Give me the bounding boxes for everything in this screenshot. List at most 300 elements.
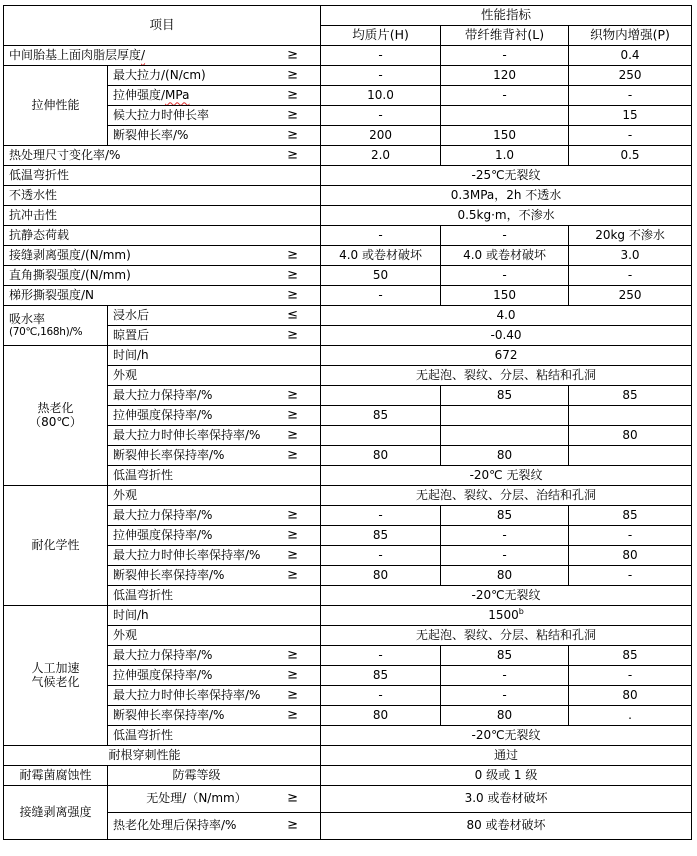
row-label	[4, 266, 321, 286]
spellcheck-marked-text: MPa	[165, 87, 190, 102]
row-label	[108, 506, 321, 526]
greater-equal-symbol: ≥	[287, 447, 299, 463]
value-cell-p	[569, 706, 692, 726]
row-label-text: 抗冲击性	[9, 207, 58, 222]
row-label-text: 候大拉力时伸长率	[113, 107, 210, 122]
value-text: 1500	[488, 607, 519, 622]
value-cell-p	[569, 566, 692, 586]
value-cell-l	[441, 286, 569, 306]
col-header-l: 带纤维背衬(L)	[441, 26, 569, 46]
value-cell-p	[569, 146, 692, 166]
value-text: -	[502, 47, 507, 62]
table-row	[4, 646, 692, 666]
value-cell-l	[441, 666, 569, 686]
value-cell-h	[321, 706, 441, 726]
row-label-text: 接缝剥离强度/(N/mm)	[9, 247, 131, 262]
greater-equal-symbol: ≥	[287, 427, 299, 443]
value-cell-h	[321, 286, 441, 306]
value-text: 80	[372, 447, 389, 462]
row-label-text: 最大拉力时伸长率保持率/%	[113, 427, 261, 442]
table-row	[4, 46, 692, 66]
value-text: -25℃无裂纹	[471, 167, 541, 182]
value-text: 150	[493, 287, 516, 302]
table-row	[4, 426, 692, 446]
table-row	[4, 746, 692, 766]
value-text: 2.0	[370, 147, 391, 162]
row-label-text: 最大拉力/(N/cm)	[113, 67, 206, 82]
row-label	[108, 646, 321, 666]
row-label	[108, 346, 321, 366]
value-text: -	[627, 127, 633, 142]
value-cell-l	[441, 266, 569, 286]
value-cell-span	[321, 766, 692, 786]
table-row	[4, 86, 692, 106]
value-text: 85	[622, 647, 638, 662]
value-text: 20kg 不渗水	[595, 227, 665, 242]
table-row	[4, 726, 692, 746]
row-label	[108, 586, 321, 606]
row-label	[4, 246, 321, 266]
value-text: 85	[622, 507, 638, 522]
row-label-text: 热处理尺寸变化率/%	[9, 147, 121, 162]
value-cell-span	[321, 326, 692, 346]
row-label	[4, 206, 321, 226]
table-row	[4, 146, 692, 166]
value-text: -	[378, 547, 383, 562]
greater-equal-symbol: ≥	[287, 547, 299, 563]
value-cell-l	[441, 146, 569, 166]
row-label-text: 外观	[113, 367, 138, 382]
greater-equal-symbol: ≥	[287, 407, 299, 423]
row-label	[108, 126, 321, 146]
table-row	[4, 566, 692, 586]
greater-equal-symbol: ≥	[287, 647, 299, 663]
value-cell-p	[569, 646, 692, 666]
value-cell-span	[321, 606, 692, 626]
row-label-text: 断裂伸长率保持率/%	[113, 567, 225, 582]
value-cell-span	[321, 486, 692, 506]
row-label-text: 低温弯折性	[113, 727, 174, 742]
table-row	[4, 686, 692, 706]
value-cell-span	[321, 746, 692, 766]
row-label	[108, 326, 321, 346]
row-label	[4, 286, 321, 306]
row-label	[108, 446, 321, 466]
group-label-line: 吸水率	[9, 311, 46, 326]
value-cell-l	[441, 66, 569, 86]
row-group-label	[4, 346, 108, 486]
row-label	[108, 606, 321, 626]
table-row	[4, 506, 692, 526]
value-cell-h	[321, 46, 441, 66]
greater-equal-symbol: ≥	[287, 527, 299, 543]
greater-equal-symbol: ≥	[287, 287, 299, 303]
group-label-line: 气候老化	[31, 674, 80, 689]
row-label-text: 防霉等级	[172, 767, 221, 782]
value-cell-p	[569, 666, 692, 686]
value-cell-l	[441, 126, 569, 146]
value-text: 80	[622, 687, 638, 702]
greater-equal-symbol: ≥	[287, 707, 299, 723]
spellcheck-marked-text: /	[141, 47, 146, 62]
row-label	[108, 786, 321, 813]
group-label-line: 耐霉菌腐蚀性	[19, 767, 92, 782]
value-cell-p	[569, 266, 692, 286]
value-cell-h	[321, 226, 441, 246]
row-label	[4, 146, 321, 166]
value-text: 85	[372, 407, 389, 422]
value-text: 0.5kg·m，不渗水	[457, 207, 555, 222]
value-cell-span	[321, 166, 692, 186]
value-cell-l	[441, 646, 569, 666]
value-text: -	[378, 107, 383, 122]
table-row	[4, 706, 692, 726]
table-row	[4, 66, 692, 86]
greater-equal-symbol: ≥	[287, 817, 299, 833]
value-text: 80	[496, 707, 513, 722]
table-row	[4, 206, 692, 226]
value-cell-span	[321, 346, 692, 366]
row-label	[108, 66, 321, 86]
value-cell-l	[441, 526, 569, 546]
value-text: 250	[618, 287, 642, 302]
row-label	[108, 86, 321, 106]
value-cell-span	[321, 586, 692, 606]
value-text: 85	[496, 507, 513, 522]
row-label-text: 低温弯折性	[113, 467, 174, 482]
value-text: 1.0	[494, 147, 515, 162]
col-header-p: 织物内增强(P)	[569, 26, 692, 46]
value-text: 3.0	[620, 247, 640, 262]
value-text: -	[378, 67, 383, 82]
row-label-text: 拉伸强度保持率/%	[113, 407, 213, 422]
value-text: -	[378, 687, 383, 702]
value-cell-span	[321, 726, 692, 746]
table-row	[4, 466, 692, 486]
value-cell-l	[441, 546, 569, 566]
row-label-text: 最大拉力时伸长率保持率/%	[113, 547, 261, 562]
value-cell-p	[569, 46, 692, 66]
greater-equal-symbol: ≥	[287, 667, 299, 683]
value-cell-span	[321, 626, 692, 646]
value-cell-h	[321, 666, 441, 686]
value-text: 0.3MPa，2h 不透水	[450, 187, 562, 202]
value-cell-p	[569, 126, 692, 146]
row-label-text: 最大拉力时伸长率保持率/%	[113, 687, 261, 702]
row-label-text: 拉伸强度保持率/%	[113, 527, 213, 542]
value-cell-l	[441, 446, 569, 466]
table-row	[4, 546, 692, 566]
greater-equal-symbol: ≥	[287, 687, 299, 703]
value-cell-h	[321, 86, 441, 106]
row-label-text: 不透水性	[9, 187, 58, 202]
value-text: -20℃ 无裂纹	[469, 467, 543, 482]
value-text: 4.0 或卷材破坏	[463, 247, 546, 262]
value-cell-span	[321, 206, 692, 226]
value-cell-h	[321, 246, 441, 266]
value-text: -	[627, 87, 633, 102]
value-cell-h	[321, 526, 441, 546]
row-label	[108, 706, 321, 726]
value-text: 3.0 或卷材破坏	[464, 791, 548, 806]
value-text: -	[378, 647, 383, 662]
group-label-line: 人工加速	[31, 660, 80, 675]
table-row	[4, 166, 692, 186]
row-label-text: 断裂伸长率保持率/%	[113, 447, 225, 462]
row-label-text: 无处理/（N/mm）	[146, 791, 247, 806]
value-cell-l	[441, 426, 569, 446]
value-text: 0.5	[620, 147, 640, 162]
value-cell-p	[569, 546, 692, 566]
value-cell-p	[569, 386, 692, 406]
performance-spec-table	[3, 5, 692, 840]
table-row	[4, 226, 692, 246]
value-cell-h	[321, 686, 441, 706]
value-text: -	[502, 87, 507, 102]
value-text: 85	[622, 387, 638, 402]
group-label-line: （80℃）	[29, 414, 82, 429]
value-cell-l	[441, 246, 569, 266]
value-text: 无起泡、裂纹、分层、粘结和孔洞	[416, 367, 597, 382]
table-row	[4, 346, 692, 366]
row-label	[108, 686, 321, 706]
row-label-text: 外观	[113, 487, 138, 502]
value-text: -	[627, 567, 633, 582]
value-cell-h	[321, 146, 441, 166]
table-row	[4, 813, 692, 840]
value-cell-span	[321, 466, 692, 486]
row-label-text: 断裂伸长率/%	[113, 127, 189, 142]
value-text: -	[502, 547, 507, 562]
value-cell-p	[569, 526, 692, 546]
value-cell-h	[321, 426, 441, 446]
greater-equal-symbol: ≥	[287, 87, 299, 103]
value-text: 通过	[494, 747, 519, 762]
value-text: 120	[493, 67, 516, 82]
greater-equal-symbol: ≥	[287, 247, 299, 263]
value-text: 4.0 或卷材破坏	[339, 247, 422, 262]
row-group-label	[4, 306, 108, 346]
row-label-text: 最大拉力保持率/%	[113, 507, 213, 522]
group-label-line: 拉伸性能	[31, 97, 80, 112]
value-text: 0 级或 1 级	[474, 767, 538, 782]
value-text: 250	[618, 67, 642, 82]
row-label-text: 拉伸强度保持率/%	[113, 667, 213, 682]
value-text: 80	[372, 707, 389, 722]
table-row	[4, 386, 692, 406]
value-cell-h	[321, 546, 441, 566]
value-text: 85	[496, 387, 513, 402]
greater-equal-symbol: ≥	[287, 790, 299, 806]
greater-equal-symbol: ≥	[287, 567, 299, 583]
value-cell-p	[569, 686, 692, 706]
value-text: -	[627, 527, 633, 542]
row-group-label	[4, 66, 108, 146]
row-label	[108, 766, 321, 786]
value-text: -	[378, 507, 383, 522]
row-label	[108, 666, 321, 686]
value-text: 85	[372, 527, 389, 542]
row-label	[108, 386, 321, 406]
value-text: 80	[622, 547, 638, 562]
value-cell-l	[441, 406, 569, 426]
table-row	[4, 286, 692, 306]
value-cell-l	[441, 86, 569, 106]
value-text: 85	[372, 667, 389, 682]
row-label-text: 中间胎基上面肉脂层厚度	[9, 47, 142, 62]
value-cell-span	[321, 306, 692, 326]
greater-equal-symbol: ≥	[287, 507, 299, 523]
value-text: 无起泡、裂纹、分层、治结和孔洞	[416, 487, 597, 502]
value-text: 无起泡、裂纹、分层、粘结和孔洞	[416, 627, 597, 642]
row-label	[108, 546, 321, 566]
row-group-label	[4, 486, 108, 606]
value-cell-h	[321, 646, 441, 666]
row-label-text: 时间/h	[113, 347, 149, 362]
row-label	[108, 486, 321, 506]
row-label-text: 直角撕裂强度/(N/mm)	[9, 267, 131, 282]
row-label	[108, 366, 321, 386]
table-row	[4, 526, 692, 546]
value-text: -20℃无裂纹	[471, 727, 541, 742]
value-cell-span	[321, 813, 692, 840]
greater-equal-symbol: ≥	[287, 107, 299, 123]
value-text: 80	[622, 427, 638, 442]
row-label	[108, 566, 321, 586]
row-group-label	[4, 786, 108, 840]
row-label-text: 低温弯折性	[9, 167, 70, 182]
value-cell-l	[441, 386, 569, 406]
value-cell-p	[569, 286, 692, 306]
value-cell-p	[569, 66, 692, 86]
row-label	[4, 746, 321, 766]
greater-equal-symbol: ≥	[287, 327, 299, 343]
greater-equal-symbol: ≥	[287, 127, 299, 143]
value-text: -	[502, 687, 507, 702]
value-text: -	[502, 267, 507, 282]
row-label	[4, 226, 321, 246]
value-cell-l	[441, 226, 569, 246]
row-label	[108, 526, 321, 546]
table-row	[4, 666, 692, 686]
table-row	[4, 486, 692, 506]
value-text: 200	[369, 127, 392, 142]
group-label-line: 热老化	[37, 400, 74, 415]
value-text: 4.0	[496, 307, 516, 322]
table-row	[4, 606, 692, 626]
value-text: 0.4	[620, 47, 640, 62]
row-label	[4, 166, 321, 186]
value-text: -0.40	[490, 327, 522, 342]
value-cell-p	[569, 106, 692, 126]
value-text: 80 或卷材破坏	[466, 818, 546, 833]
row-label	[108, 726, 321, 746]
value-text: -	[502, 667, 507, 682]
row-label	[108, 406, 321, 426]
row-label	[108, 106, 321, 126]
value-cell-l	[441, 686, 569, 706]
value-cell-h	[321, 266, 441, 286]
value-cell-h	[321, 566, 441, 586]
table-row	[4, 266, 692, 286]
value-cell-h	[321, 406, 441, 426]
value-cell-p	[569, 446, 692, 466]
value-text: 85	[496, 647, 513, 662]
table-row	[4, 106, 692, 126]
row-label-text: 低温弯折性	[113, 587, 174, 602]
value-text: 150	[493, 127, 516, 142]
row-label	[108, 813, 321, 840]
greater-equal-symbol: ≥	[287, 47, 299, 63]
superscript-note: b	[518, 606, 524, 616]
value-text: .	[628, 707, 632, 722]
row-label	[108, 466, 321, 486]
row-label	[4, 186, 321, 206]
item-header-cell: 项目	[4, 6, 321, 46]
table-row	[4, 406, 692, 426]
less-equal-symbol: ≤	[287, 307, 299, 323]
table-row	[4, 186, 692, 206]
header-row-1	[4, 6, 692, 26]
row-label-text: 梯形撕裂强度/N	[9, 287, 95, 302]
value-text: -	[502, 527, 507, 542]
greater-equal-symbol: ≥	[287, 387, 299, 403]
value-cell-p	[569, 426, 692, 446]
value-text: -	[627, 667, 633, 682]
value-text: -	[502, 227, 507, 242]
row-label	[108, 426, 321, 446]
table-row	[4, 126, 692, 146]
row-label-text: 耐根穿刺性能	[108, 747, 181, 762]
row-label-text: 断裂伸长率保持率/%	[113, 707, 225, 722]
value-cell-p	[569, 246, 692, 266]
row-group-label	[4, 766, 108, 786]
greater-equal-symbol: ≥	[287, 67, 299, 83]
table-row	[4, 586, 692, 606]
value-cell-span	[321, 186, 692, 206]
table-row	[4, 786, 692, 813]
row-label-text: 晾置后	[113, 327, 150, 342]
value-cell-p	[569, 406, 692, 426]
value-text: 50	[372, 267, 389, 282]
value-text: 15	[622, 107, 638, 122]
table-row	[4, 366, 692, 386]
row-label	[108, 626, 321, 646]
value-cell-h	[321, 446, 441, 466]
row-label-text: 拉伸强度/	[113, 87, 166, 102]
value-cell-l	[441, 106, 569, 126]
group-label-line: 接缝剥离强度	[19, 804, 92, 819]
value-cell-p	[569, 86, 692, 106]
value-cell-l	[441, 506, 569, 526]
table-row	[4, 446, 692, 466]
col-header-h: 均质片(H)	[321, 26, 441, 46]
row-label	[4, 46, 321, 66]
value-cell-p	[569, 506, 692, 526]
table-row	[4, 326, 692, 346]
greater-equal-symbol: ≥	[287, 147, 299, 163]
value-cell-h	[321, 506, 441, 526]
group-label-line: 耐化学性	[31, 537, 80, 552]
value-cell-h	[321, 66, 441, 86]
row-label-text: 抗静态荷载	[9, 227, 70, 242]
value-cell-h	[321, 386, 441, 406]
row-label-text: 最大拉力保持率/%	[113, 387, 213, 402]
value-text: 80	[372, 567, 389, 582]
value-cell-l	[441, 566, 569, 586]
row-label-text: 时间/h	[113, 607, 149, 622]
value-text: -	[378, 287, 383, 302]
